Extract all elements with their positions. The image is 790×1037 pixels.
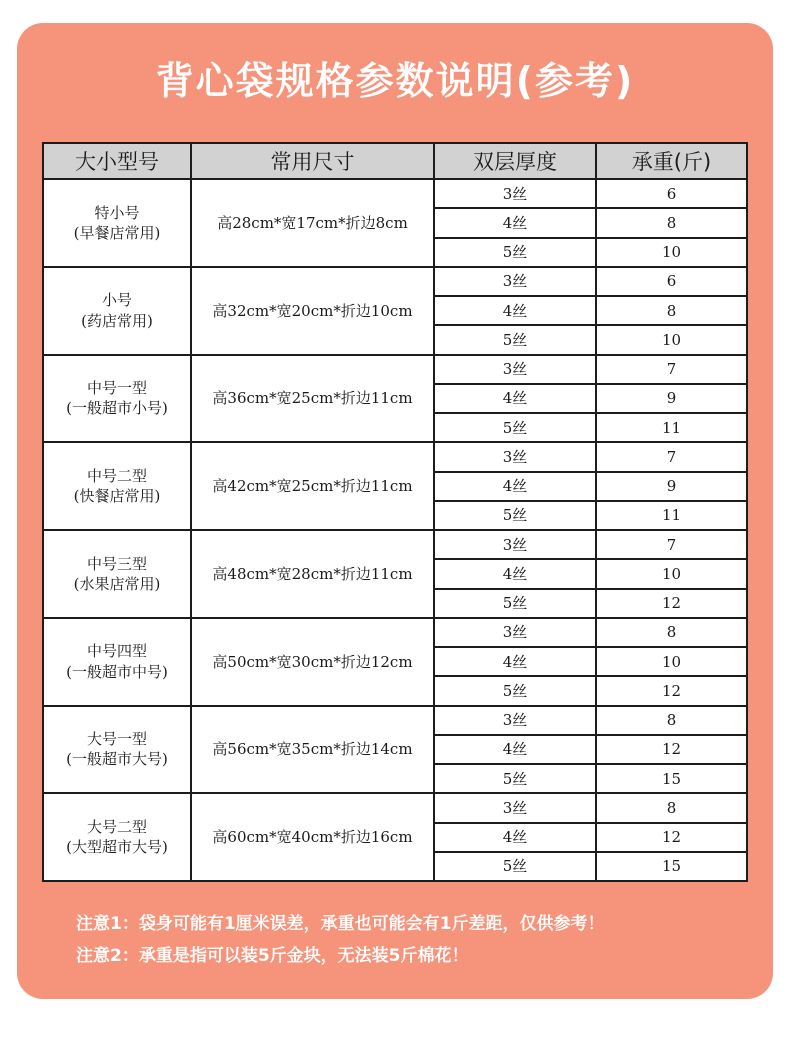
- model-name: 小号: [101, 291, 132, 310]
- model-usage: (大型超市大号): [66, 838, 168, 857]
- thickness-cell: 4丝: [434, 735, 596, 764]
- table-row: [43, 355, 747, 384]
- size-cell: 高32cm*宽20cm*折边10cm: [191, 267, 434, 355]
- load-cell: 12: [596, 676, 747, 705]
- model-usage: (一般超市中号): [66, 662, 168, 681]
- model-usage: (药店常用): [81, 311, 153, 330]
- load-cell: 9: [596, 384, 747, 413]
- thickness-cell: 3丝: [434, 179, 596, 208]
- model-cell: [43, 530, 191, 618]
- model-name: 中号二型: [86, 466, 147, 485]
- load-cell: 7: [596, 442, 747, 471]
- thickness-cell: 5丝: [434, 764, 596, 793]
- load-cell: 8: [596, 706, 747, 735]
- load-cell: 12: [596, 735, 747, 764]
- thickness-cell: 5丝: [434, 589, 596, 618]
- load-cell: 11: [596, 501, 747, 530]
- thickness-cell: 3丝: [434, 618, 596, 647]
- model-cell: [43, 706, 191, 794]
- header-model: 大小型号: [43, 143, 191, 179]
- load-cell: 8: [596, 618, 747, 647]
- model-name: 大号二型: [86, 817, 147, 836]
- size-cell: 高56cm*宽35cm*折边14cm: [191, 706, 434, 794]
- model-cell: [43, 618, 191, 706]
- table-header-row: [43, 143, 747, 179]
- model-name: 中号三型: [86, 554, 147, 573]
- model-usage: (水果店常用): [73, 574, 161, 593]
- thickness-cell: 4丝: [434, 823, 596, 852]
- load-cell: 6: [596, 267, 747, 296]
- load-cell: 11: [596, 413, 747, 442]
- model-cell: [43, 793, 191, 881]
- thickness-cell: 5丝: [434, 325, 596, 354]
- model-usage: (快餐店常用): [73, 487, 161, 506]
- model-cell: [43, 355, 191, 443]
- size-cell: 高60cm*宽40cm*折边16cm: [191, 793, 434, 881]
- load-cell: 10: [596, 325, 747, 354]
- thickness-cell: 4丝: [434, 647, 596, 676]
- load-cell: 15: [596, 764, 747, 793]
- model-name: 特小号: [94, 203, 140, 222]
- table-row: [43, 706, 747, 735]
- model-usage: (一般超市大号): [66, 750, 168, 769]
- thickness-cell: 4丝: [434, 384, 596, 413]
- table-row: [43, 793, 747, 822]
- size-cell: 高50cm*宽30cm*折边12cm: [191, 618, 434, 706]
- header-load: 承重(斤): [596, 143, 747, 179]
- spec-table: [42, 142, 748, 882]
- thickness-cell: 3丝: [434, 793, 596, 822]
- size-cell: 高48cm*宽28cm*折边11cm: [191, 530, 434, 618]
- table-row: [43, 442, 747, 471]
- model-cell: [43, 179, 191, 267]
- header-size: 常用尺寸: [191, 143, 434, 179]
- note-1: 注意1：袋身可能有1厘米误差，承重也可能会有1斤差距，仅供参考！: [76, 914, 605, 934]
- thickness-cell: 4丝: [434, 208, 596, 237]
- table-row: [43, 618, 747, 647]
- table-row: [43, 530, 747, 559]
- thickness-cell: 3丝: [434, 267, 596, 296]
- thickness-cell: 4丝: [434, 472, 596, 501]
- note-2: 注意2：承重是指可以装5斤金块，无法装5斤棉花！: [76, 946, 469, 966]
- load-cell: 7: [596, 530, 747, 559]
- thickness-cell: 3丝: [434, 355, 596, 384]
- header-thickness: 双层厚度: [434, 143, 596, 179]
- thickness-cell: 3丝: [434, 530, 596, 559]
- model-cell: [43, 442, 191, 530]
- table-row: [43, 179, 747, 208]
- thickness-cell: 5丝: [434, 413, 596, 442]
- load-cell: 8: [596, 208, 747, 237]
- model-name: 中号四型: [86, 642, 147, 661]
- thickness-cell: 4丝: [434, 559, 596, 588]
- load-cell: 8: [596, 296, 747, 325]
- load-cell: 6: [596, 179, 747, 208]
- size-cell: 高42cm*宽25cm*折边11cm: [191, 442, 434, 530]
- load-cell: 10: [596, 647, 747, 676]
- load-cell: 9: [596, 472, 747, 501]
- thickness-cell: 5丝: [434, 676, 596, 705]
- load-cell: 10: [596, 238, 747, 267]
- model-cell: [43, 267, 191, 355]
- load-cell: 10: [596, 559, 747, 588]
- model-name: 中号一型: [86, 379, 147, 398]
- size-cell: 高36cm*宽25cm*折边11cm: [191, 355, 434, 443]
- thickness-cell: 4丝: [434, 296, 596, 325]
- model-usage: (早餐店常用): [73, 223, 161, 242]
- thickness-cell: 3丝: [434, 706, 596, 735]
- load-cell: 12: [596, 823, 747, 852]
- load-cell: 12: [596, 589, 747, 618]
- notes: [76, 908, 605, 972]
- thickness-cell: 5丝: [434, 501, 596, 530]
- model-usage: (一般超市小号): [66, 399, 168, 418]
- table-row: [43, 267, 747, 296]
- page-title: 背心袋规格参数说明(参考): [155, 59, 635, 103]
- size-cell: 高28cm*宽17cm*折边8cm: [191, 179, 434, 267]
- load-cell: 8: [596, 793, 747, 822]
- load-cell: 15: [596, 852, 747, 881]
- thickness-cell: 3丝: [434, 442, 596, 471]
- table-body: [43, 179, 747, 881]
- thickness-cell: 5丝: [434, 238, 596, 267]
- model-name: 大号一型: [86, 730, 147, 749]
- load-cell: 7: [596, 355, 747, 384]
- thickness-cell: 5丝: [434, 852, 596, 881]
